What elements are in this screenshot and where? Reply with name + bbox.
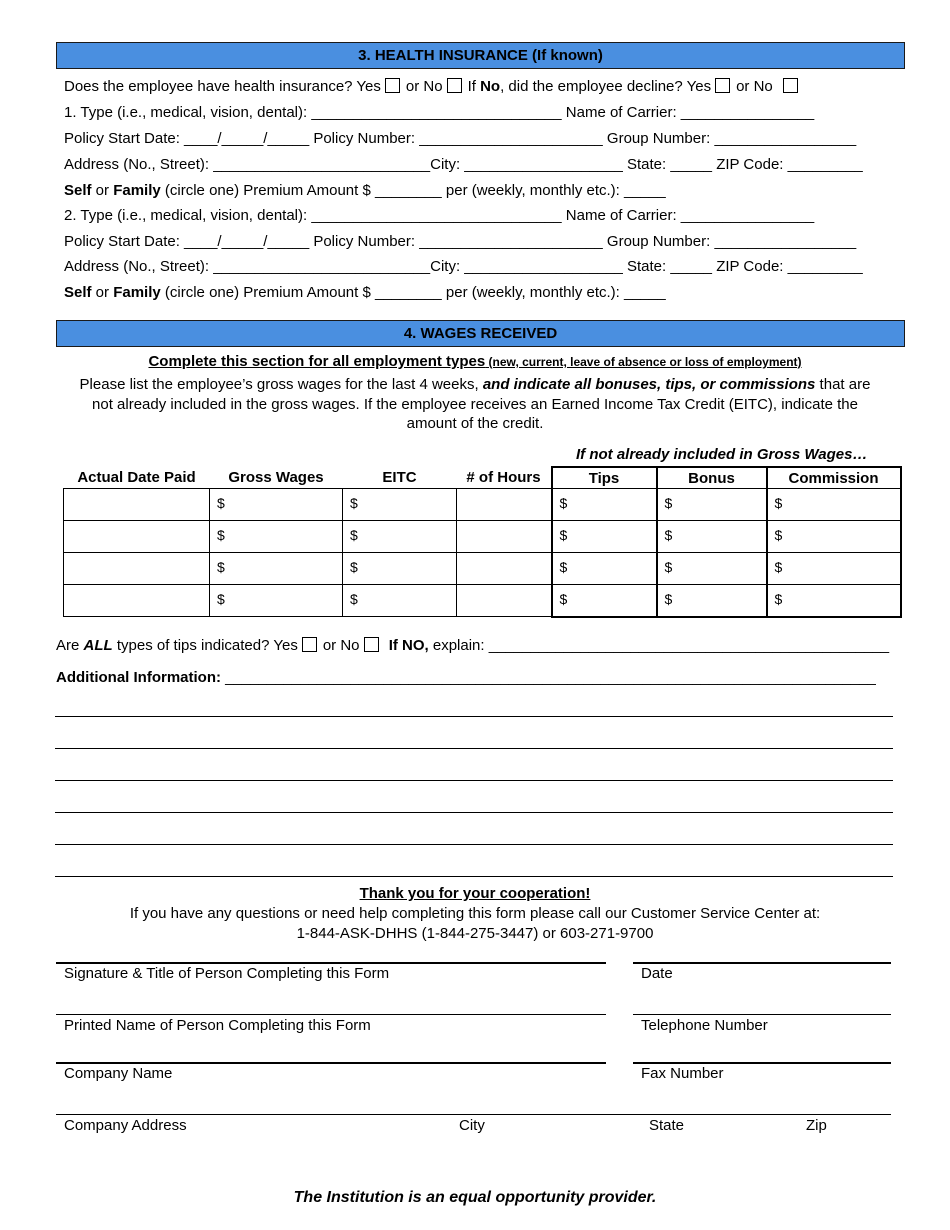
additional-blank-line[interactable] <box>55 876 893 877</box>
date-paid-cell[interactable] <box>64 553 210 585</box>
family-option[interactable]: Family <box>113 182 161 199</box>
gross-wages-cell[interactable]: $ <box>210 585 343 617</box>
table-row <box>64 521 901 553</box>
plan-2-policy-line[interactable]: Policy Start Date: ____/_____/_____ Policy Number: ______________________ Group Number: _________________ <box>64 233 857 250</box>
fax-label: Fax Number <box>641 1065 724 1082</box>
equal-opportunity-statement: The Institution is an equal opportunity provider. <box>293 1189 657 1206</box>
zip-label: Zip <box>806 1117 827 1134</box>
telephone-label: Telephone Number <box>641 1017 768 1034</box>
eitc-cell[interactable]: $ <box>343 585 457 617</box>
premium-text: (circle one) Premium Amount $ ________ per (weekly, monthly etc.): _____ <box>160 284 666 301</box>
or-text: or <box>91 284 114 301</box>
additional-line[interactable]: ______________________________________________________________________________ <box>220 669 876 686</box>
premium-text: (circle one) Premium Amount $ ________ per (weekly, monthly etc.): _____ <box>160 182 666 199</box>
tips-q-pre: Are <box>56 637 84 654</box>
col-commission: Commission <box>767 467 901 489</box>
tips-explain-line[interactable]: explain: ________________________________________________ <box>428 637 890 654</box>
city-label: City <box>459 1117 485 1134</box>
tips-question <box>56 637 889 654</box>
section-3-header: 3. HEALTH INSURANCE (If known) <box>56 42 905 69</box>
signature-title-label: Signature & Title of Person Completing this Form <box>64 965 390 982</box>
intro-text-1: Please list the employee’s gross wages for the last 4 weeks, <box>79 376 483 393</box>
question-text: Does the employee have health insurance? Yes <box>64 78 381 95</box>
commission-cell[interactable]: $ <box>767 585 901 617</box>
has-insurance-no-checkbox[interactable] <box>447 78 462 93</box>
fax-line[interactable] <box>633 1062 891 1064</box>
bonus-cell[interactable]: $ <box>657 553 767 585</box>
wages-intro-line-1 <box>0 376 950 393</box>
table-row <box>64 489 901 521</box>
hours-cell[interactable] <box>457 489 552 521</box>
hours-cell[interactable] <box>457 585 552 617</box>
tips-no-checkbox[interactable] <box>364 637 379 652</box>
bonus-cell[interactable]: $ <box>657 585 767 617</box>
tips-yes-checkbox[interactable] <box>302 637 317 652</box>
wages-subtitle <box>0 353 950 370</box>
question-decline: , did the employee decline? Yes <box>500 78 712 95</box>
commission-cell[interactable]: $ <box>767 553 901 585</box>
col-tips: Tips <box>552 467 657 489</box>
tips-cell[interactable]: $ <box>552 585 657 617</box>
additional-blank-line[interactable] <box>55 812 893 813</box>
additional-information <box>56 669 876 686</box>
has-insurance-yes-checkbox[interactable] <box>385 78 400 93</box>
company-name-label: Company Name <box>64 1065 173 1082</box>
col-date-paid: Actual Date Paid <box>77 469 196 486</box>
plan-1-policy-line[interactable]: Policy Start Date: ____/_____/_____ Policy Number: ______________________ Group Number: _________________ <box>64 130 857 147</box>
printed-name-label: Printed Name of Person Completing this Form <box>64 1017 371 1034</box>
additional-blank-line[interactable] <box>55 780 893 781</box>
tips-cell[interactable]: $ <box>552 521 657 553</box>
declined-no-checkbox[interactable] <box>783 78 798 93</box>
wages-table-header <box>64 467 901 489</box>
telephone-line[interactable] <box>633 1014 891 1015</box>
or-text: or <box>91 182 114 199</box>
col-bonus: Bonus <box>657 467 767 489</box>
hours-cell[interactable] <box>457 553 552 585</box>
date-label: Date <box>641 965 673 982</box>
state-label: State <box>649 1117 685 1134</box>
tips-q-mid: types of tips indicated? Yes <box>112 637 298 654</box>
eitc-cell[interactable]: $ <box>343 553 457 585</box>
gross-wages-cell[interactable]: $ <box>210 489 343 521</box>
commission-cell[interactable]: $ <box>767 489 901 521</box>
health-insurance-question <box>64 78 804 95</box>
intro-text-2: that are <box>815 376 871 393</box>
tips-q-or: or No <box>322 637 360 654</box>
plan-2-type-line[interactable]: 2. Type (i.e., medical, vision, dental): ______________________________ Name of Carrier: ________________ <box>64 207 815 224</box>
plan-1-premium-line[interactable] <box>64 182 666 199</box>
self-option[interactable]: Self <box>64 284 92 301</box>
date-line[interactable] <box>633 962 891 964</box>
subtitle-main: Complete this section for all employment types <box>148 353 486 370</box>
date-paid-cell[interactable] <box>64 489 210 521</box>
help-text: If you have any questions or need help completing this form please call our Customer Service Center at: <box>129 905 821 922</box>
plan-1-address-line[interactable]: Address (No., Street): __________________________City: ___________________ State: _____ ZIP Code: _________ <box>64 156 863 173</box>
additional-blank-line[interactable] <box>55 844 893 845</box>
hours-cell[interactable] <box>457 521 552 553</box>
eitc-cell[interactable]: $ <box>343 521 457 553</box>
subtitle-small: (new, current, leave of absence or loss of employment) <box>485 355 802 369</box>
printed-name-line[interactable] <box>56 1014 606 1015</box>
question-no-bold: No <box>480 78 501 95</box>
commission-cell[interactable]: $ <box>767 521 901 553</box>
plan-2-address-line[interactable]: Address (No., Street): __________________________City: ___________________ State: _____ ZIP Code: _________ <box>64 258 863 275</box>
self-option[interactable]: Self <box>64 182 92 199</box>
company-address-line[interactable] <box>56 1114 891 1115</box>
question-or: or No <box>405 78 443 95</box>
col-hours: # of Hours <box>466 469 541 486</box>
plan-2-premium-line[interactable] <box>64 284 666 301</box>
bonus-cell[interactable]: $ <box>657 521 767 553</box>
col-eitc: EITC <box>382 469 417 486</box>
family-option[interactable]: Family <box>113 284 161 301</box>
eitc-cell[interactable]: $ <box>343 489 457 521</box>
company-address-label: Company Address <box>64 1117 187 1134</box>
declined-yes-checkbox[interactable] <box>715 78 730 93</box>
section-4-header: 4. WAGES RECEIVED <box>56 320 905 347</box>
question-or-2: or No <box>736 78 773 95</box>
table-row <box>64 585 901 617</box>
date-paid-cell[interactable] <box>64 585 210 617</box>
tips-cell[interactable]: $ <box>552 553 657 585</box>
intro-bold-italic: and indicate all bonuses, tips, or commissions <box>482 376 816 393</box>
question-if: If <box>467 78 476 95</box>
signature-line[interactable] <box>56 962 606 964</box>
wages-intro-line-2: not already included in the gross wages. If the employee receives an Earned Income Tax Credit (EITC), indicate the <box>92 396 858 413</box>
tips-q-ifno: If NO, <box>388 637 429 654</box>
col-gross-wages: Gross Wages <box>228 469 324 486</box>
gross-wages-cell[interactable]: $ <box>210 521 343 553</box>
additional-blank-line[interactable] <box>55 716 893 717</box>
wages-table <box>63 466 902 618</box>
plan-1-type-line[interactable]: 1. Type (i.e., medical, vision, dental): ______________________________ Name of Carrier: ________________ <box>64 104 815 121</box>
help-phone: 1-844-ASK-DHHS (1-844-275-3447) or 603-271-9700 <box>296 925 654 942</box>
not-included-note: If not already included in Gross Wages… <box>576 446 868 463</box>
company-name-line[interactable] <box>56 1062 606 1064</box>
bonus-cell[interactable]: $ <box>657 489 767 521</box>
additional-blank-line[interactable] <box>55 748 893 749</box>
thank-you: Thank you for your cooperation! <box>359 885 591 902</box>
tips-q-all: ALL <box>83 637 113 654</box>
wages-intro-line-3: amount of the credit. <box>406 415 544 432</box>
gross-wages-cell[interactable]: $ <box>210 553 343 585</box>
additional-label: Additional Information: <box>56 669 221 686</box>
tips-cell[interactable]: $ <box>552 489 657 521</box>
date-paid-cell[interactable] <box>64 521 210 553</box>
table-row <box>64 553 901 585</box>
